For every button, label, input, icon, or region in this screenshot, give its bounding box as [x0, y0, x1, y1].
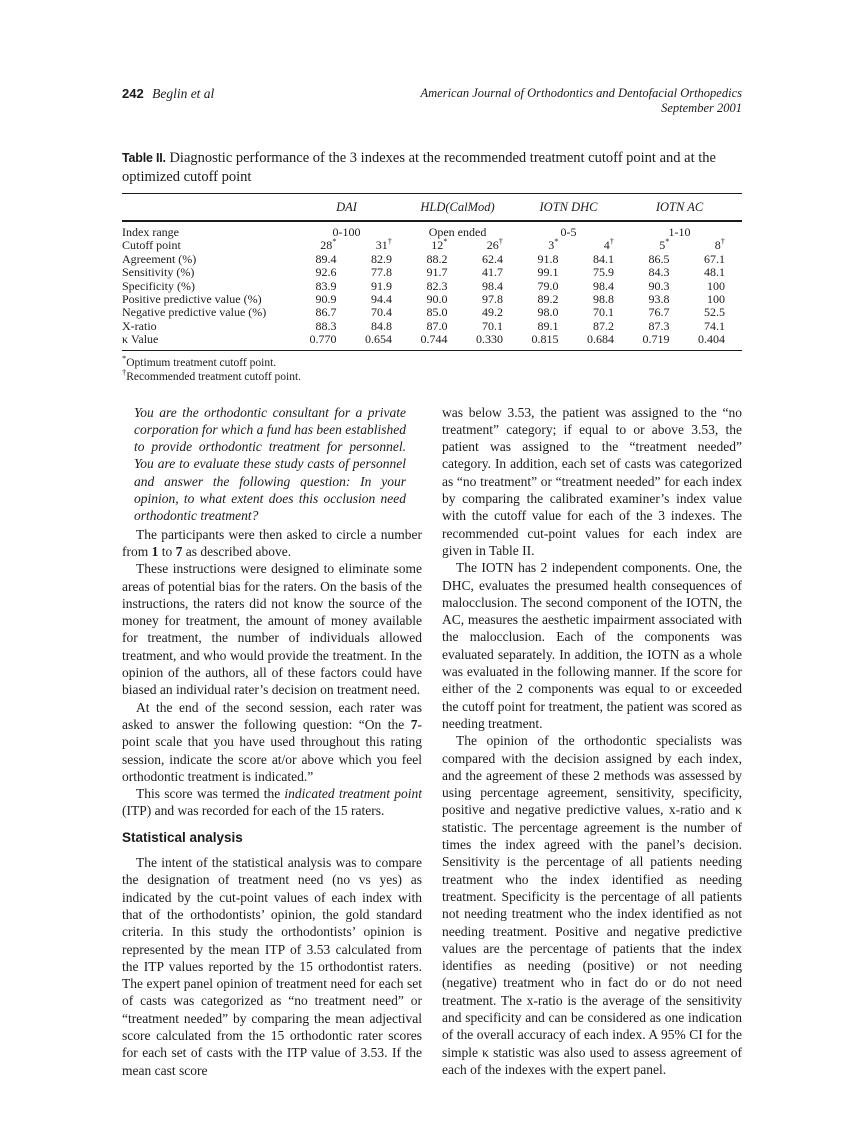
- table-cell: 12*: [431, 236, 448, 253]
- table-cell: 86.7: [315, 305, 337, 320]
- table-row-x-ratio: [122, 319, 742, 332]
- table-cell: 70.4: [371, 305, 393, 320]
- row-label: Index range: [122, 225, 179, 239]
- row-label: Sensitivity (%): [122, 265, 195, 280]
- table-ii: [122, 193, 742, 351]
- table-cell: 74.1: [704, 318, 726, 333]
- left-column: [122, 404, 422, 1079]
- table-cell: 1-10: [668, 225, 691, 239]
- row-label: κ Value: [122, 332, 159, 346]
- table-cell: 100: [707, 291, 726, 306]
- column-header-hld: HLD(CalMod): [409, 194, 520, 222]
- table-cell: 88.3: [315, 318, 337, 333]
- table-cell: 93.8: [648, 291, 670, 306]
- table-cell: 77.8: [371, 265, 393, 280]
- table-cell: 3*: [548, 236, 559, 253]
- table-cell: 0-5: [560, 225, 577, 239]
- survey-question-blockquote: You are the orthodontic consultant for a private corporation for which a fund has been established to provide orthodontic treatment for personnel. You are to evaluate these study casts of personnel and answer the following question: In your opinion, to what extent does this occlusion need orthodontic treatment?: [134, 404, 406, 524]
- table-row-sensitivity: [122, 266, 742, 279]
- table-cell: 98.8: [593, 291, 615, 306]
- footnote-marker: *: [122, 352, 127, 363]
- table-cell: 84.1: [593, 251, 615, 266]
- page-number: 242: [122, 86, 144, 101]
- table-cell: 0.719: [642, 332, 670, 346]
- paragraph-instructions: These instructions were designed to eliminate some areas of potential bias for the raters. On the basis of the instructions, the raters did not know the source of the money for treatment, the amount of money available for treatment, the number of individuals allowed treatment, and who would provide the treatment. In the opinion of the authors, all of these factors could have biased an individual rater’s decision on treatment need.: [122, 561, 422, 698]
- table-caption: [122, 149, 742, 186]
- body-columns: [122, 404, 742, 1079]
- table-cell: 86.5: [648, 251, 670, 266]
- table-cell: 88.2: [426, 251, 448, 266]
- table-cell: 99.1: [537, 265, 559, 280]
- table-cell: 85.0: [426, 305, 448, 320]
- table-cell: 76.7: [648, 305, 670, 320]
- table-row-index-range: [122, 221, 742, 239]
- table-cell: 28*: [320, 236, 337, 253]
- table-cell: 87.3: [648, 318, 670, 333]
- table-cell: 0.770: [309, 332, 337, 346]
- running-authors: Beglin et al: [152, 86, 215, 101]
- journal-name: American Journal of Orthodontics and Dentofacial Orthopedics: [420, 86, 742, 100]
- table-cell: 0.654: [365, 332, 393, 346]
- table-cell: 82.9: [371, 251, 393, 266]
- paragraph-iotn-components: The IOTN has 2 independent components. One, the DHC, evaluates the presumed health consequences of malocclusion. The second component of the IOTN, the AC, measures the aesthetic impairment associated with the malocclusion. Each of the components was evaluated separately. In addition, the IOTN as a whole was evaluated in the following manner. If the score for either of the 2 components was equal to or exceeded the cutoff point for treatment, the patient was scored as needing treatment.: [442, 560, 742, 731]
- row-label: Specificity (%): [122, 278, 195, 293]
- table-cell: Open ended: [428, 225, 487, 239]
- table-row-cutoff-point: [122, 239, 742, 252]
- table-cell: 87.0: [426, 318, 448, 333]
- table-cell: 8†: [714, 236, 726, 253]
- table-row-negative-predictive: [122, 306, 742, 319]
- table-cell: 0.815: [531, 332, 559, 346]
- section-heading-statistical-analysis: Statistical analysis: [122, 829, 243, 845]
- table-cell: 62.4: [482, 251, 504, 266]
- row-label: Agreement (%): [122, 251, 197, 266]
- table-cell: 49.2: [482, 305, 504, 320]
- table-cell: 83.9: [315, 278, 337, 293]
- table-cell: 89.1: [537, 318, 559, 333]
- footnote-recommended: †Recommended treatment cutoff point.: [122, 367, 302, 384]
- table-cell: 91.8: [537, 251, 559, 266]
- table-cell: 48.1: [704, 265, 726, 280]
- table-cell: 89.4: [315, 251, 337, 266]
- table-cell: 84.3: [648, 265, 670, 280]
- table-cell: 0.330: [476, 332, 504, 346]
- table-cell: 90.0: [426, 291, 448, 306]
- journal-issue-date: September 2001: [661, 101, 742, 115]
- table-corner-cell: [122, 194, 298, 222]
- paragraph-participants: The participants were then asked to circle a number from 1 to 7 as described above.: [122, 526, 422, 559]
- page-content: [122, 86, 742, 1079]
- table-cell: 67.1: [704, 251, 726, 266]
- table-cell: 90.9: [315, 291, 337, 306]
- table-cell: 70.1: [593, 305, 615, 320]
- table-cell: 90.3: [648, 278, 670, 293]
- column-header-iotn-ac: IOTN AC: [631, 194, 742, 222]
- table-cell: 52.5: [704, 305, 726, 320]
- table-cell: 41.7: [482, 265, 504, 280]
- paragraph-statistical-intent: The intent of the statistical analysis was to compare the designation of treatment need (no vs yes) as indicated by the cut-point values of each index with that of the orthodontists’ opinion, the gold standard criteria. In this study the orthodontists’ opinion is represented by the mean ITP of 3.53 calculated from the ITP values reported by the 15 orthodontist raters. The expert panel opinion of treatment need for each set of casts was categorized as “no treatment need” or “treatment needed” by comparing the mean adjectival score calculated from the 15 orthodontic rater scores for each set of casts with the ITP value of 3.53. If the mean cast score: [122, 855, 422, 1078]
- row-label: Cutoff point: [122, 238, 181, 253]
- table-cell: 26†: [486, 236, 504, 253]
- table-caption-text: Diagnostic performance of the 3 indexes at the recommended treatment cutoff point and at the optimized cutoff point: [122, 150, 716, 185]
- table-group-header-row: [122, 194, 742, 222]
- table-cell: 0-100: [332, 225, 361, 239]
- paragraph-itp: This score was termed the indicated treatment point (ITP) and was recorded for each of the 15 raters.: [122, 786, 422, 819]
- table-cell: 0.404: [698, 332, 726, 346]
- column-header-dai: DAI: [298, 194, 409, 222]
- journal-title-block: [421, 86, 743, 116]
- table-row-kappa-value: [122, 333, 742, 350]
- table-cell: 97.8: [482, 291, 504, 306]
- row-label: X-ratio: [122, 318, 157, 333]
- table-cell: 98.0: [537, 305, 559, 320]
- table-row-positive-predictive: [122, 292, 742, 305]
- column-header-iotn-dhc: IOTN DHC: [520, 194, 631, 222]
- table-footnotes: [122, 352, 742, 385]
- table-cell: 5*: [659, 236, 670, 253]
- footnote-optimum: *Optimum treatment cutoff point.: [122, 352, 277, 369]
- running-head-left: [122, 86, 214, 102]
- running-head: [122, 86, 742, 116]
- table-cell: 98.4: [482, 278, 504, 293]
- table-cell: 31†: [375, 236, 393, 253]
- table-caption-label: Table II.: [122, 151, 166, 165]
- paragraph-agreement-measures: The opinion of the orthodontic specialists was compared with the decision assigned by each index, and the agreement of these 2 methods was assessed by using percentage agreement, sensitivity, specificity, positive and negative predictive values, x-ratio and κ statistic. The percentage agreement is the number of times the index agreed with the panel’s decision. Sensitivity is the percentage of all patients needing treatment who the index identified as needing treatment. Specificity is the percentage of all patients not needing treatment who the index identified as not needing treatment. Positive and negative predictive values are the percentage of patients that the index identifies as needing (positive) or not needing (negative) treatment who in fact do or do not need treatment. The x-ratio is the average of the sensitivity and specificity and can be considered as one indication of the overall accuracy of each index. A 95% CI for the simple κ statistic was also used to assess agreement of each of the indexes with the expert panel.: [442, 733, 742, 1077]
- table-row-agreement: [122, 252, 742, 265]
- paragraph-second-session: At the end of the second session, each rater was asked to answer the following question: “On the 7-point scale that you have used throughout this rating session, indicate the score at/or above which you feel orthodontic treatment is indicated.”: [122, 699, 422, 784]
- table-cell: 100: [707, 278, 726, 293]
- table-cell: 98.4: [593, 278, 615, 293]
- table-cell: 92.6: [315, 265, 337, 280]
- paragraph-categorization: was below 3.53, the patient was assigned to the “no treatment” category; if equal to or above 3.53, the patient was assigned to the “treatment needed” category. In addition, each set of casts was categorized as “no treatment” or “treatment needed” for each index by comparing the calibrated examiner’s index value with the cutoff value for each of the 3 indexes. The recommended cut-point values for each index are given in Table II.: [442, 404, 742, 558]
- row-label: Negative predictive value (%): [122, 305, 267, 320]
- table-cell: 94.4: [371, 291, 393, 306]
- right-column: [442, 404, 742, 1079]
- table-cell: 87.2: [593, 318, 615, 333]
- table-cell: 82.3: [426, 278, 448, 293]
- table-cell: 79.0: [537, 278, 559, 293]
- table-cell: 84.8: [371, 318, 393, 333]
- row-label: Positive predictive value (%): [122, 291, 262, 306]
- table-cell: 89.2: [537, 291, 559, 306]
- table-cell: 75.9: [593, 265, 615, 280]
- footnote-marker: †: [122, 367, 127, 378]
- table-cell: 91.7: [426, 265, 448, 280]
- table-cell: 70.1: [482, 318, 504, 333]
- table-cell: 0.684: [587, 332, 615, 346]
- table-cell: 0.744: [420, 332, 448, 346]
- table-cell: 4†: [603, 236, 615, 253]
- table-row-specificity: [122, 279, 742, 292]
- table-cell: 91.9: [371, 278, 393, 293]
